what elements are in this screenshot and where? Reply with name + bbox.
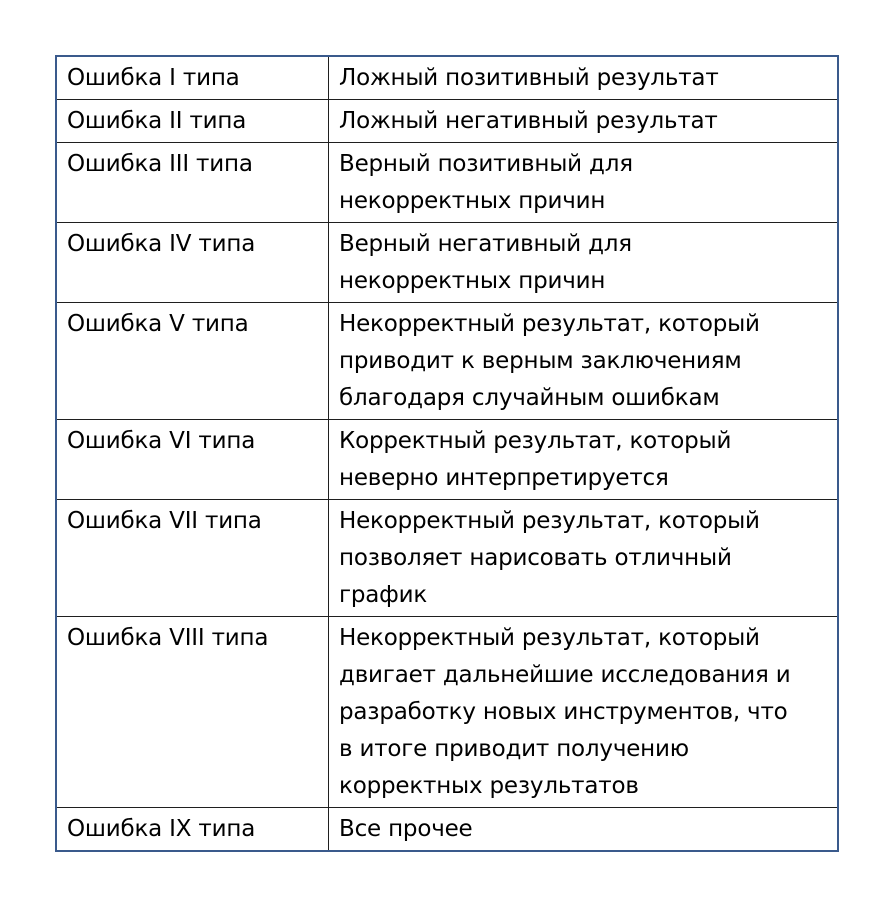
error-type-cell: Ошибка VII типа	[56, 500, 329, 617]
error-description-cell: Верный негативный для некорректных причин	[329, 223, 839, 303]
error-types-table-body	[56, 56, 838, 851]
error-type-cell: Ошибка VI типа	[56, 420, 329, 500]
table-row	[56, 143, 838, 223]
table-row	[56, 617, 838, 808]
error-type-cell: Ошибка V типа	[56, 303, 329, 420]
table-row	[56, 56, 838, 100]
table-row	[56, 420, 838, 500]
error-type-cell: Ошибка III типа	[56, 143, 329, 223]
error-description-cell: Все прочее	[329, 808, 839, 852]
table-row	[56, 500, 838, 617]
error-description-cell: Некорректный результат, который приводит к верным заключениям благодаря случайным ошибкам	[329, 303, 839, 420]
error-description-cell: Ложный негативный результат	[329, 100, 839, 143]
error-type-cell: Ошибка IX типа	[56, 808, 329, 852]
error-type-cell: Ошибка II типа	[56, 100, 329, 143]
error-description-cell: Ложный позитивный результат	[329, 56, 839, 100]
error-description-cell: Некорректный результат, который двигает дальнейшие исследования и разработку новых инструментов, что в итоге приводит получению корректных результатов	[329, 617, 839, 808]
error-type-cell: Ошибка VIII типа	[56, 617, 329, 808]
error-types-table	[55, 55, 839, 852]
error-description-cell: Некорректный результат, который позволяет нарисовать отличный график	[329, 500, 839, 617]
table-row	[56, 303, 838, 420]
table-row	[56, 808, 838, 852]
error-type-cell: Ошибка I типа	[56, 56, 329, 100]
error-description-cell: Корректный результат, который неверно интерпретируется	[329, 420, 839, 500]
table-row	[56, 100, 838, 143]
table-row	[56, 223, 838, 303]
error-description-cell: Верный позитивный для некорректных причин	[329, 143, 839, 223]
error-type-cell: Ошибка IV типа	[56, 223, 329, 303]
